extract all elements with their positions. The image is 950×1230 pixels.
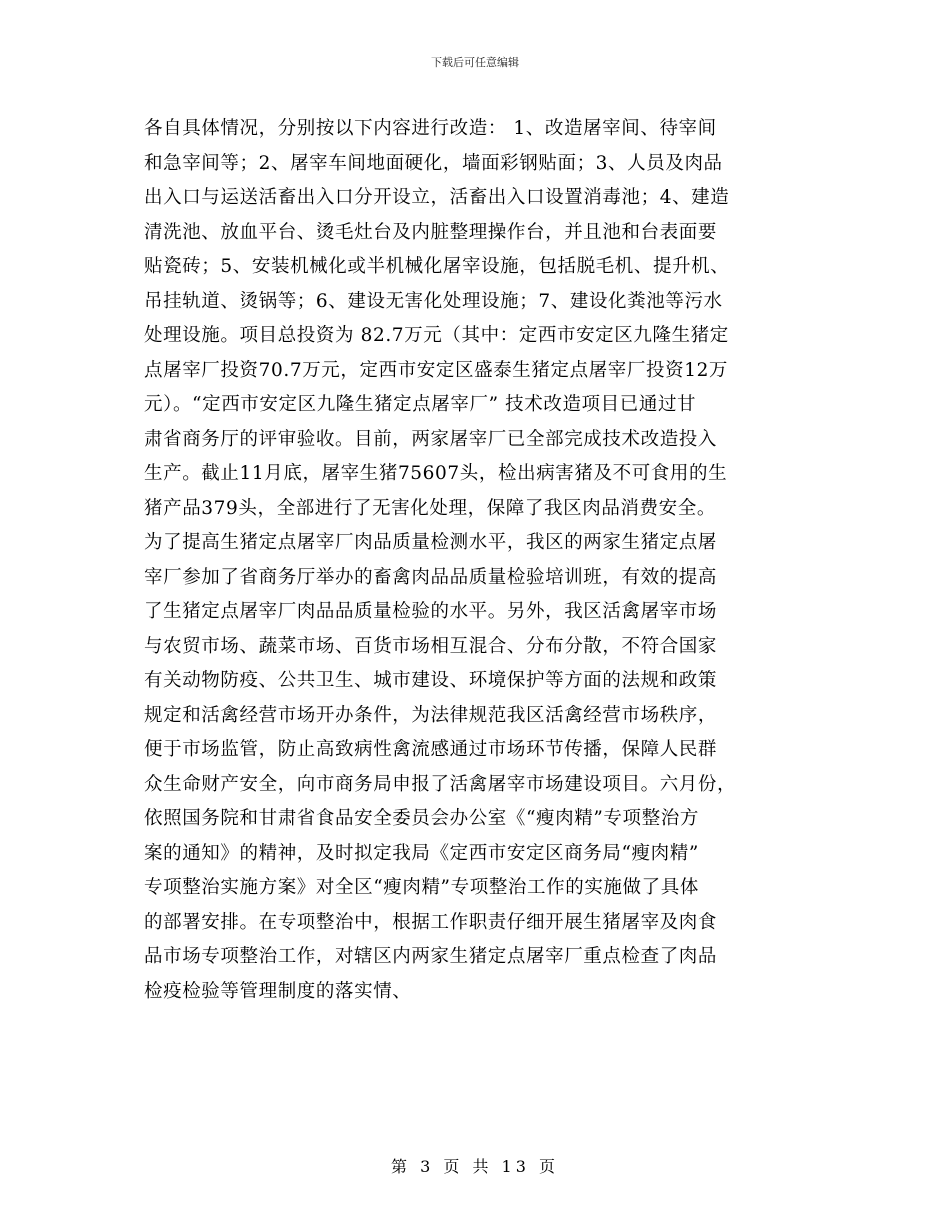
text-line: 便于市场监管，防止高致病性禽流感通过市场环节传播，保障人民群: [144, 739, 718, 760]
text-line: 处理设施。项目总投资为 82.7万元（其中：定西市安定区九隆生猪定: [144, 325, 729, 346]
text-line: 贴瓷砖；5、安装机械化或半机械化屠宰设施，包括脱毛机、提升机、: [144, 256, 730, 277]
text-line: 与农贸市场、蔬菜市场、百货市场相互混合、分布分散，不符合国家: [144, 635, 718, 657]
text-line: 案的通知》的精神，及时拟定我局《定西市安定区商务局“瘦肉精”: [144, 842, 699, 864]
text-line: 检疫检验等管理制度的落实情、: [144, 980, 412, 1002]
text-line: 清洗池、放血平台、烫毛灶台及内脏整理操作台，并且池和台表面要: [144, 221, 718, 243]
text-line: 吊挂轨道、烫锅等；6、建设无害化处理设施；7、建设化粪池等污水: [144, 290, 723, 312]
text-line: 元）。“定西市安定区九隆生猪定点屠宰厂” 技术改造项目已通过甘: [144, 394, 697, 415]
text-line: 众生命财产安全，向市商务局申报了活禽屠宰市场建设项目。六月份，: [144, 773, 737, 795]
text-line: 的部署安排。在专项整治中，根据工作职责仔细开展生猪屠宰及肉食: [144, 911, 718, 933]
text-line: 各自具体情况，分别按以下内容进行改造： 1、改造屠宰间、待宰间: [144, 118, 717, 139]
text-line: 和急宰间等；2、屠宰车间地面硬化，墙面彩钢贴面；3、人员及肉品: [144, 152, 723, 174]
text-line: 品市场专项整治工作，对辖区内两家生猪定点屠宰厂重点检查了肉品: [144, 946, 718, 967]
text-line: 依照国务院和甘肃省食品安全委员会办公室《“瘦肉精”专项整治方: [144, 808, 699, 829]
text-line: 出入口与运送活畜出入口分开设立，活畜出入口设置消毒池；4、建造: [144, 187, 730, 208]
text-line: 猪产品379头，全部进行了无害化处理，保障了我区肉品消费安全。: [144, 497, 716, 519]
text-line: 了生猪定点屠宰厂肉品品质量检验的水平。另外，我区活禽屠宰市场: [144, 601, 718, 622]
text-line: 有关动物防疫、公共卫生、城市建设、环境保护等方面的法规和政策: [144, 670, 718, 691]
text-line: 生产。截止11月底，屠宰生猪75607头，检出病害猪及不可食用的生: [144, 463, 728, 484]
text-line: 点屠宰厂投资70.7万元，定西市安定区盛泰生猪定点屠宰厂投资12万: [144, 359, 729, 381]
text-line: 为了提高生猪定点屠宰厂肉品质量检测水平，我区的两家生猪定点屠: [144, 532, 718, 553]
text-line: 规定和活禽经营市场开办条件，为法律规范我区活禽经营市场秩序，: [144, 704, 718, 726]
text-line: 宰厂参加了省商务厅举办的畜禽肉品品质量检验培训班，有效的提高: [144, 566, 718, 588]
text-line: 肃省商务厅的评审验收。目前，两家屠宰厂已全部完成技术改造投入: [144, 428, 718, 450]
document-body: [144, 112, 809, 1009]
page-number: 第 3 页 共 13 页: [391, 1157, 559, 1176]
text-line: 专项整治实施方案》对全区“瘦肉精”专项整治工作的实施做了具体: [144, 877, 699, 898]
page-header-note: 下载后可任意编辑: [431, 56, 519, 69]
